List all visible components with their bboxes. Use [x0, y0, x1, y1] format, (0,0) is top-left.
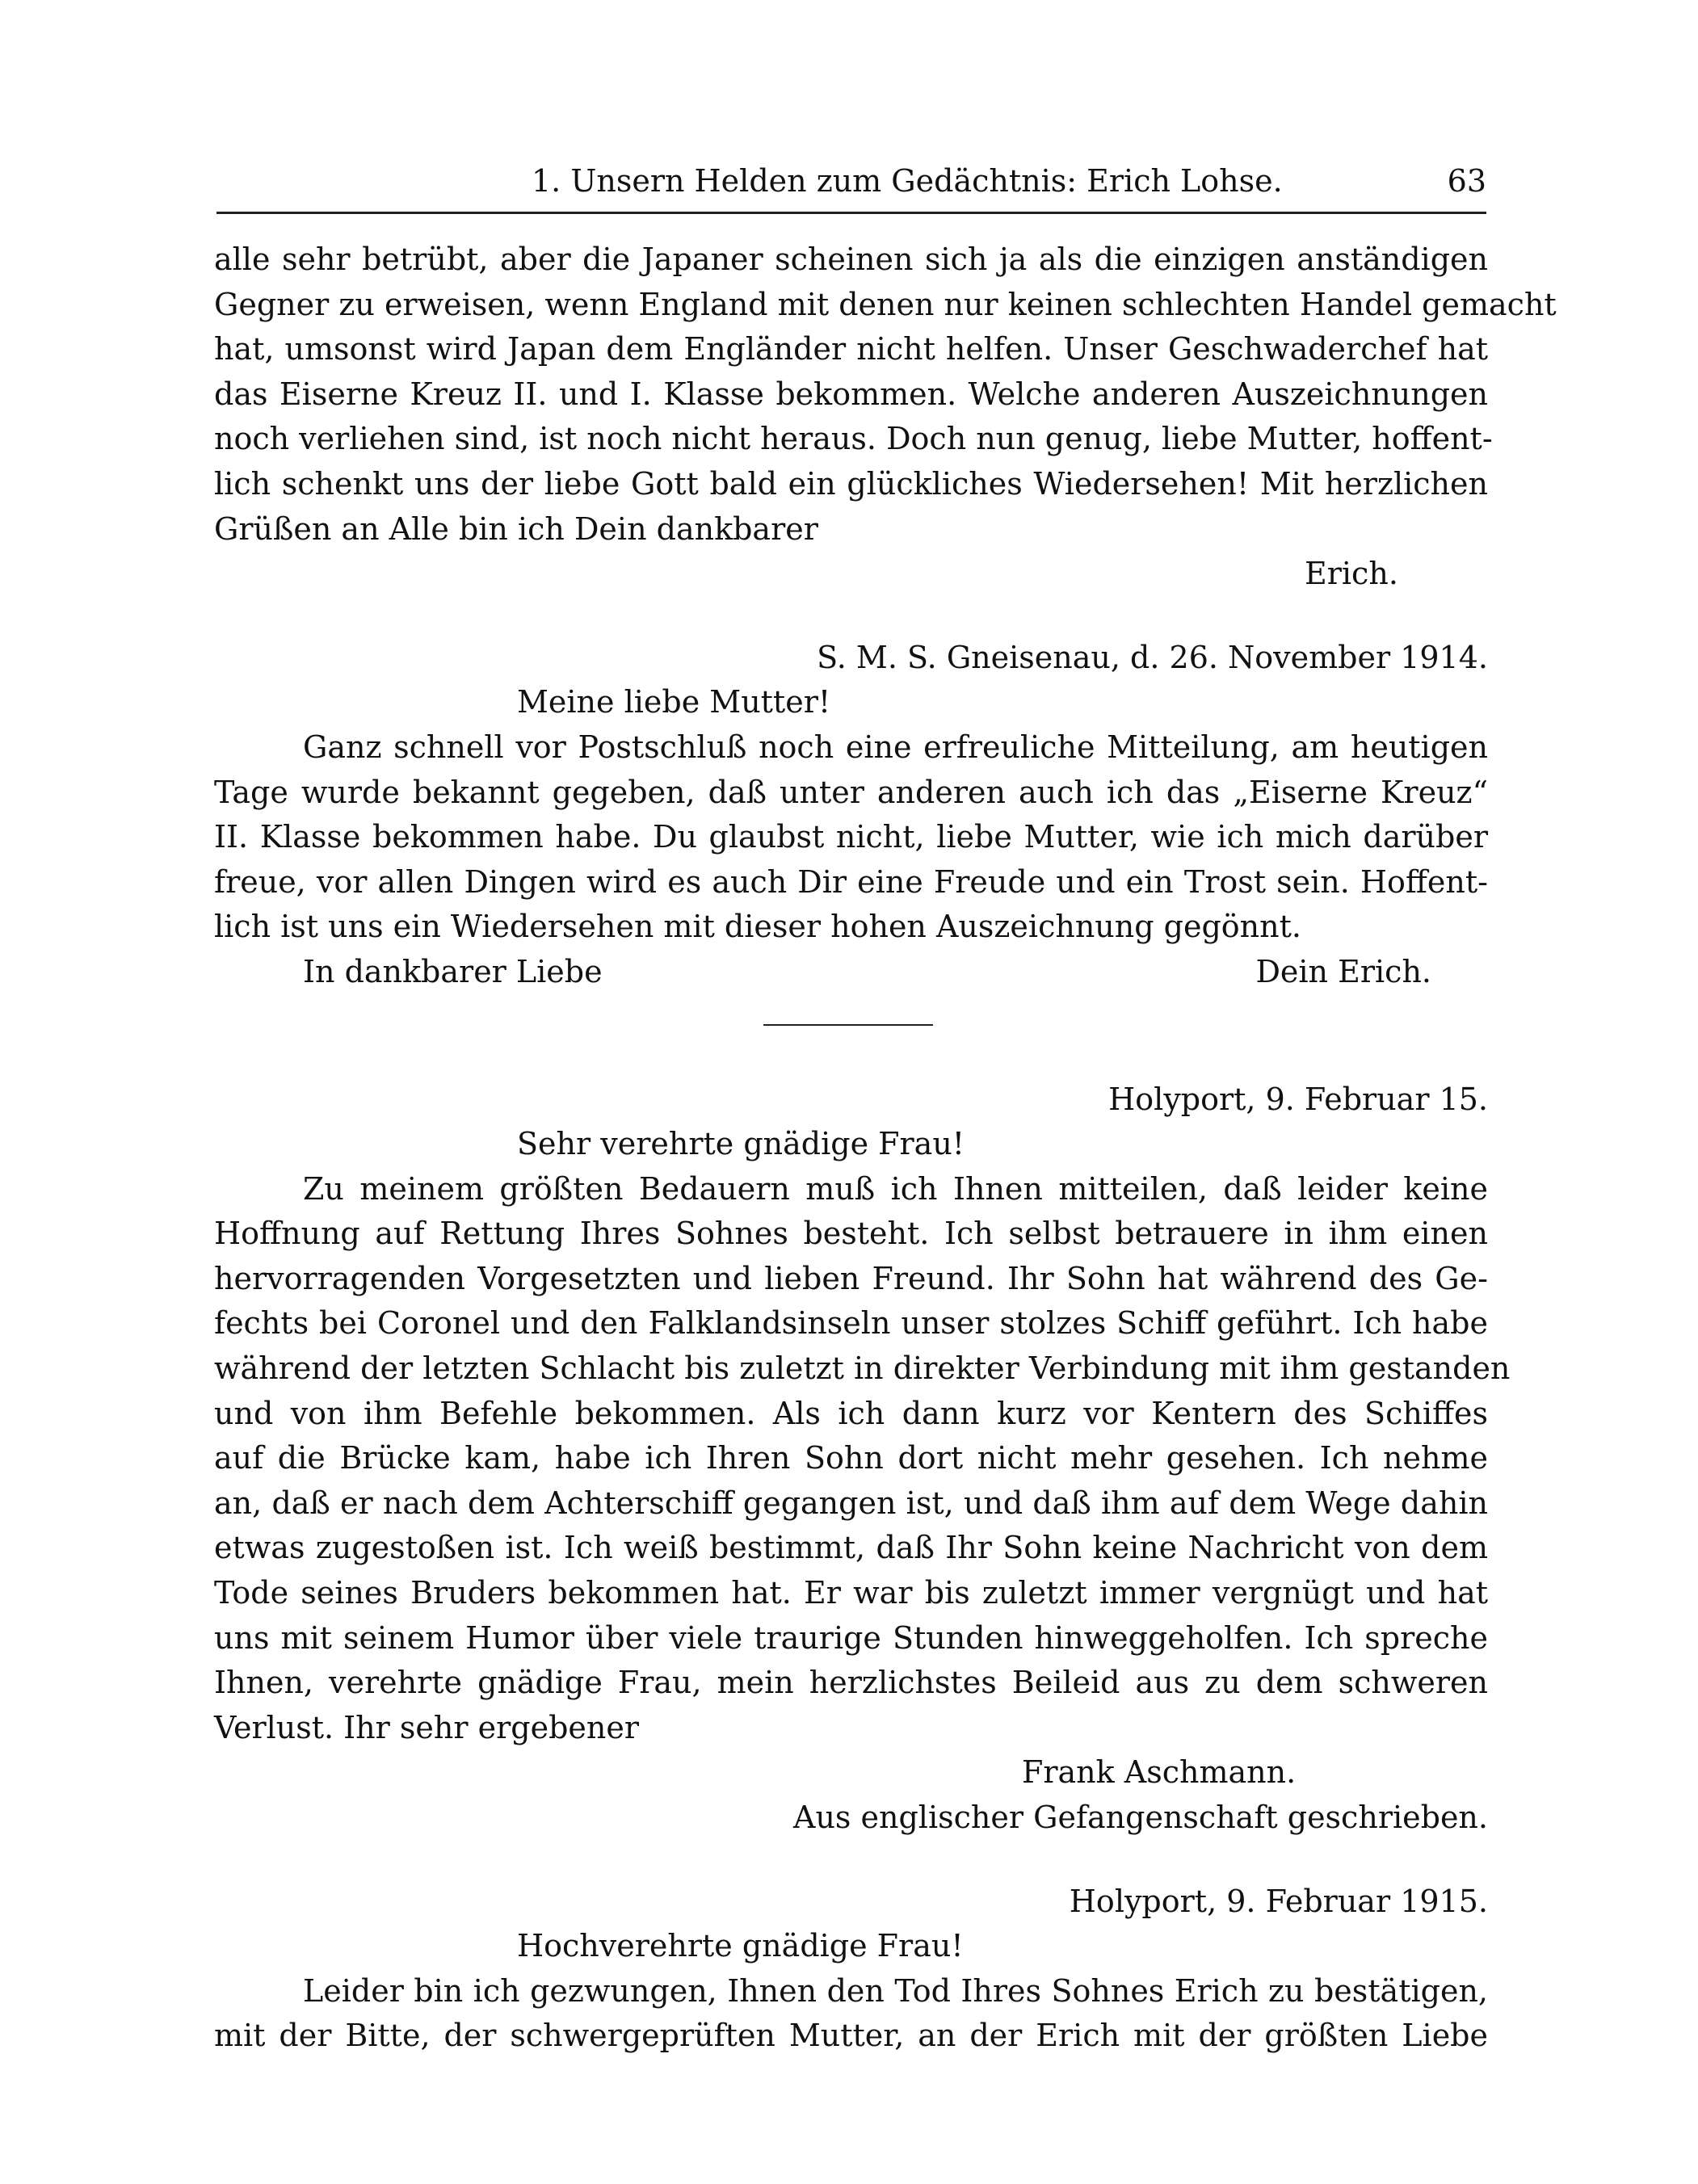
- text-line: auf die Brücke kam, habe ich Ihren Sohn dort nicht mehr gesehen. Ich nehme: [214, 1440, 1488, 1476]
- place-date: S. M. S. Gneisenau, d. 26. November 1914.: [817, 639, 1488, 675]
- closing: [214, 950, 1488, 995]
- running-title: 1. Unsern Helden zum Gedächtnis: Erich Lohse.: [532, 163, 1283, 199]
- place-date: Holyport, 9. Februar 1915.: [1069, 1883, 1488, 1919]
- text-line: während der letzten Schlacht bis zuletzt in direkter Verbindung mit ihm gestanden: [214, 1350, 1511, 1387]
- text-line: freue, vor allen Dingen wird es auch Dir eine Freude und ein Trost sein. Hoffent-: [214, 863, 1488, 900]
- text-line: lich schenkt uns der liebe Gott bald ein glückliches Wiedersehen! Mit herzlichen: [214, 465, 1488, 502]
- text-line: und von ihm Befehle bekommen. Als ich dann kurz vor Kentern des Schiffes: [214, 1395, 1488, 1431]
- page-body: [214, 237, 1557, 2059]
- section-separator: [763, 1024, 933, 1026]
- text-line: Gegner zu erweisen, wenn England mit denen nur keinen schlechten Handel gemacht: [214, 286, 1557, 322]
- text-line: Tode seines Bruders bekommen hat. Er war bis zuletzt immer vergnügt und hat: [214, 1575, 1488, 1611]
- letter-4: [214, 1880, 1488, 2059]
- text-line: das Eiserne Kreuz II. und I. Klasse bekommen. Welche anderen Auszeichnungen: [214, 376, 1488, 412]
- page-number: 63: [1447, 163, 1486, 199]
- letter-1: [214, 237, 1557, 597]
- text-line: hat, umsonst wird Japan dem Engländer nicht helfen. Unser Geschwaderchef hat: [214, 331, 1488, 368]
- text-line: uns mit seinem Humor über viele traurige Stunden hinweggeholfen. Ich spreche: [214, 1619, 1488, 1656]
- text-line: Zu meinem größten Bedauern muß ich Ihnen mitteilen, daß leider keine: [303, 1170, 1488, 1207]
- header-rule: [216, 212, 1486, 214]
- letter-note: Aus englischer Gefangenschaft geschrieben.: [793, 1800, 1488, 1835]
- text-line: alle sehr betrübt, aber die Japaner scheinen sich ja als die einzigen anständigen: [214, 242, 1488, 277]
- text-line: Tage wurde bekannt gegeben, daß unter anderen auch ich das „Eiserne Kreuz“: [214, 774, 1488, 810]
- text-line: Leider bin ich gezwungen, Ihnen den Tod Ihres Sohnes Erich zu bestätigen,: [303, 1972, 1488, 2009]
- text-line: Ganz schnell vor Postschluß noch eine erfreuliche Mitteilung, am heutigen: [303, 729, 1488, 765]
- spacer: [214, 1841, 1488, 1880]
- place-date: Holyport, 9. Februar 15.: [1108, 1081, 1488, 1117]
- text-line: Grüßen an Alle bin ich Dein dankbarer: [214, 510, 818, 547]
- text-line: Verlust. Ihr sehr ergebener: [214, 1709, 640, 1745]
- text-line: Hoffnung auf Rettung Ihres Sohnes besteht. Ich selbst betrauere in ihm einen: [214, 1216, 1488, 1252]
- spacer: [214, 597, 1488, 636]
- running-header: [216, 163, 1486, 208]
- letter-2: [214, 636, 1488, 995]
- closing-right: Dein Erich.: [1255, 953, 1431, 989]
- text-line: etwas zugestoßen ist. Ich weiß bestimmt, daß Ihr Sohn keine Nachricht von dem: [214, 1530, 1488, 1566]
- text-line: II. Klasse bekommen habe. Du glaubst nicht, liebe Mutter, wie ich mich darüber: [214, 819, 1488, 855]
- salutation: Meine liebe Mutter!: [517, 684, 831, 720]
- text-line: fechts bei Coronel und den Falklandsinseln unser stolzes Schiff geführt. Ich habe: [214, 1305, 1488, 1342]
- text-line: mit der Bitte, der schwergeprüften Mutter, an der Erich mit der größten Liebe: [214, 2018, 1488, 2054]
- text-line: an, daß er nach dem Achterschiff gegangen ist, und daß ihm auf dem Wege dahin: [214, 1485, 1488, 1521]
- closing-left: In dankbarer Liebe: [303, 953, 603, 989]
- signature: Erich.: [1305, 556, 1398, 592]
- text-line: Ihnen, verehrte gnädige Frau, mein herzlichstes Beileid aus zu dem schweren: [214, 1665, 1488, 1701]
- signature: Frank Aschmann.: [1022, 1754, 1297, 1791]
- text-line: noch verliehen sind, ist noch nicht heraus. Doch nun genug, liebe Mutter, hoffent-: [214, 421, 1493, 457]
- letter-3: [214, 1077, 1511, 1841]
- salutation: Hochverehrte gnädige Frau!: [517, 1928, 964, 1964]
- salutation: Sehr verehrte gnädige Frau!: [517, 1126, 965, 1162]
- text-line: lich ist uns ein Wiedersehen mit dieser hohen Auszeichnung gegönnt.: [214, 909, 1301, 945]
- text-line: hervorragenden Vorgesetzten und lieben Freund. Ihr Sohn hat während des Ge-: [214, 1260, 1488, 1296]
